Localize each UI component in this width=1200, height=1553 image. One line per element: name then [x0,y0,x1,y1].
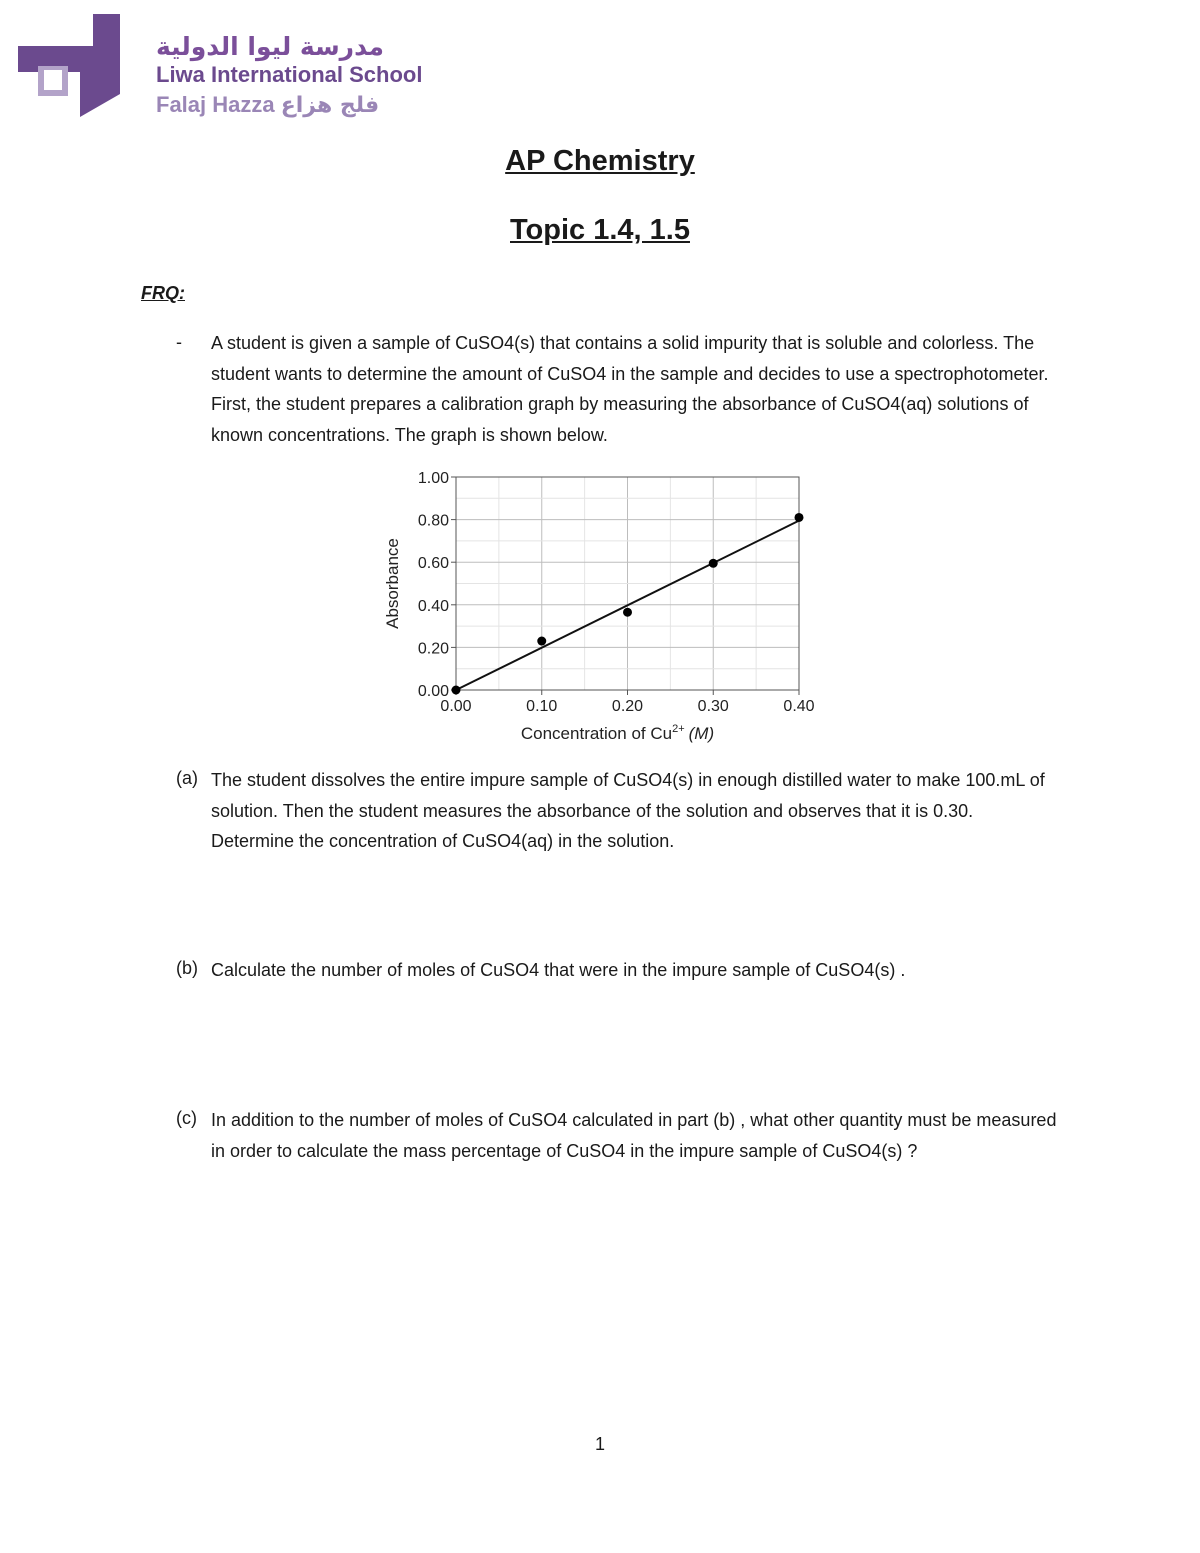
data-point [452,686,461,695]
x-axis-label-superscript: 2+ [672,723,685,735]
intro-paragraph: A student is given a sample of CuSO4(s) that contains a solid impurity that is soluble and colorless. The student wants to determine the amount of CuSO4 in the sample and decides to use a spectrophotometer. First, the student prepares a calibration graph by measuring the absorbance of CuSO4(aq) solutions of known concentrations. The graph is shown below. [211,333,1049,445]
school-logo [18,14,438,124]
school-logo-mark-icon [18,14,128,124]
campus-name [156,92,379,118]
x-axis-label-unit: (M) [688,724,715,743]
y-tick-label: 0.20 [417,640,449,658]
y-tick-label: 0.40 [417,597,449,615]
question-b-text: Calculate the number of moles of CuSO4 that were in the impure sample of CuSO4(s) . [211,960,906,980]
chart-grid [456,477,799,690]
y-tick-label: 0.80 [417,512,449,530]
school-name-arabic: مدرسة ليوا الدولية [156,32,384,61]
question-c-text: In addition to the number of moles of CuSO4 calculated in part (b) , what other quantity must be measured in order to calculate the mass percentage of CuSO4 in the impure sample of CuSO4(s) ? [211,1110,1057,1161]
page-subtitle: Topic 1.4, 1.5 [510,214,690,246]
y-axis-ticks [418,470,456,700]
x-tick-label: 0.10 [526,698,558,715]
question-a-label: (a) [176,768,198,788]
x-tick-label: 0.00 [440,698,472,715]
data-point [623,608,632,617]
data-point [537,637,546,646]
question-b-label: (b) [176,958,198,978]
x-axis-label [521,723,714,743]
x-tick-label: 0.30 [697,698,729,715]
y-tick-label: 1.00 [417,470,449,487]
question-a-text: The student dissolves the entire impure sample of CuSO4(s) in enough distilled water to make 100.mL of solution. Then the student measures the absorbance of the solution and observes that it is 0.30. Determine the concentration of CuSO4(aq) in the solution. [211,770,1045,851]
x-axis-label-main: Concentration of Cu [520,724,673,743]
x-tick-label: 0.40 [783,698,815,715]
section-label: FRQ: [141,283,185,303]
intro-bullet: - [176,332,182,352]
y-tick-label: 0.00 [417,683,449,700]
data-point [795,513,804,522]
page-title: AP Chemistry [505,145,695,177]
y-axis-label: Absorbance [383,538,402,629]
calibration-chart [372,462,832,752]
question-c-label: (c) [176,1108,197,1128]
school-name-english: Liwa International School [156,62,423,87]
campus-name-english: Falaj Hazza [156,92,275,117]
x-axis-ticks [440,690,814,715]
data-point [709,559,718,568]
page-number: 1 [594,1434,605,1454]
x-tick-label: 0.20 [611,698,644,715]
y-tick-label: 0.60 [417,555,449,573]
campus-name-arabic: فلج هزاع [280,93,380,118]
